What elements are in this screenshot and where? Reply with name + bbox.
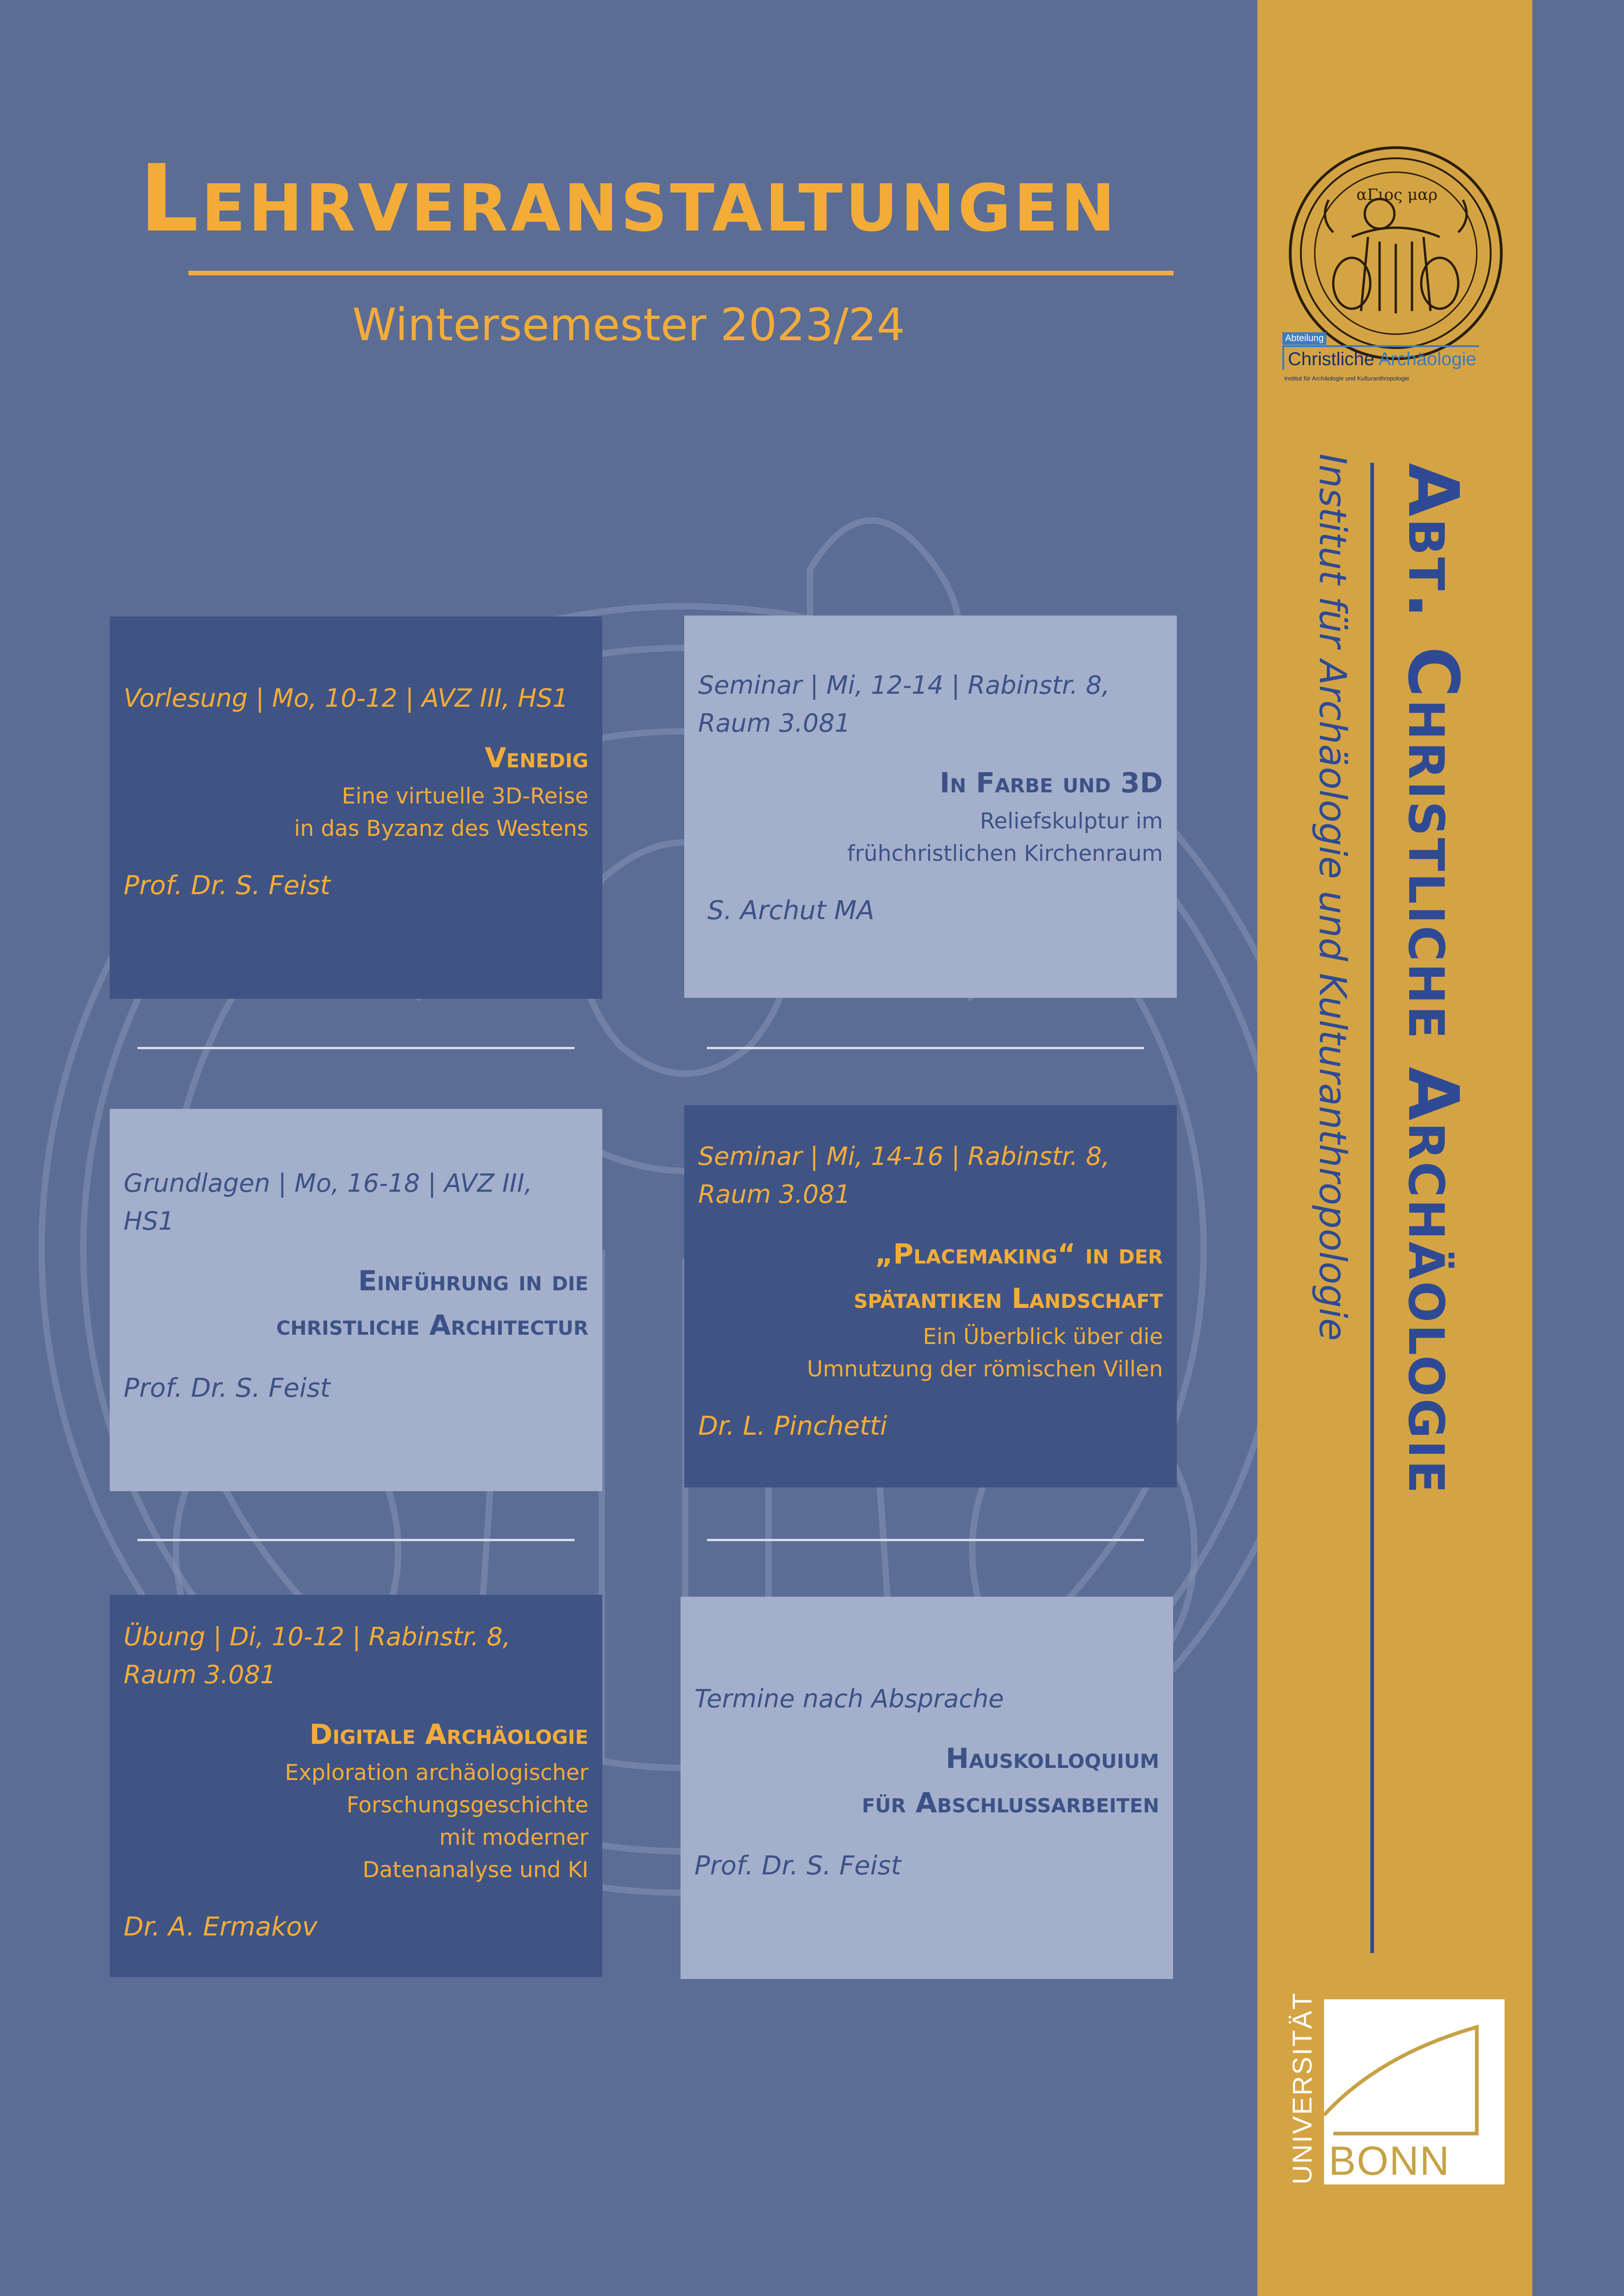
course-lecturer: Dr. L. Pinchetti [698, 1411, 887, 1441]
logo-tag: Abteilung [1282, 332, 1326, 345]
course-card-venedig [110, 616, 602, 999]
course-meta: Seminar | Mi, 12-14 | Rabinstr. 8, Raum 3.081 [698, 671, 1110, 738]
department-title: Abt. Christliche Archäologie [1393, 463, 1473, 1495]
course-title: christliche Architectur [276, 1309, 588, 1342]
course-description: Exploration archäologischer [285, 1760, 588, 1786]
sidebar-rule [1370, 463, 1374, 1953]
section-divider [707, 1047, 1144, 1049]
seal-text: αΓιος μαρ [1356, 186, 1438, 204]
course-title: Digitale Archäologie [309, 1718, 588, 1751]
university-name: BONN [1329, 2138, 1450, 2184]
course-description: mit moderner [439, 1825, 588, 1850]
course-lecturer: S. Archut MA [707, 896, 874, 926]
course-meta: Vorlesung | Mo, 10-12 | AVZ III, HS1 [124, 684, 568, 713]
course-description: Ein Überblick über die [923, 1324, 1163, 1350]
university-label: UNIVERSITÄT [1287, 1991, 1318, 2184]
title-underline [188, 271, 1174, 275]
section-divider [137, 1539, 575, 1541]
course-description: Reliefskulptur im [980, 809, 1163, 834]
course-meta: Seminar | Mi, 14-16 | Rabinstr. 8, Raum 3.081 [698, 1142, 1110, 1209]
course-card-placemaking [684, 1105, 1177, 1487]
course-description: in das Byzanz des Westens [294, 816, 588, 841]
institute-title: Institut für Archäologie und Kulturanthropologie [1311, 454, 1354, 1341]
course-card-hauskolloquium [681, 1597, 1173, 1979]
course-title: Einführung in die [358, 1265, 588, 1297]
course-card-farbe-3d [684, 616, 1177, 998]
course-description: Forschungsgeschichte [346, 1792, 588, 1818]
page-title: Lehrveranstaltungen [139, 145, 1118, 253]
logo-subtitle: Institut für Archäologie und Kulturanthropologie [1284, 375, 1410, 382]
course-lecturer: Prof. Dr. S. Feist [124, 1373, 331, 1403]
course-title: In Farbe und 3D [939, 767, 1163, 799]
course-card-einfuehrung [110, 1109, 602, 1491]
course-title: „Placemaking“ in der [874, 1238, 1163, 1270]
course-title: spätantiken Landschaft [854, 1282, 1163, 1315]
course-description: Datenanalyse und KI [362, 1857, 588, 1883]
course-description: frühchristlichen Kirchenraum [847, 841, 1163, 866]
department-logo [1282, 332, 1509, 383]
course-meta: Termine nach Absprache [694, 1684, 1004, 1713]
seal-emblem-icon [1287, 144, 1505, 362]
course-lecturer: Prof. Dr. S. Feist [694, 1851, 901, 1881]
course-description: Umnutzung der römischen Villen [807, 1356, 1163, 1382]
course-lecturer: Prof. Dr. S. Feist [124, 871, 331, 901]
course-title: Hauskolloquium [945, 1742, 1159, 1775]
course-card-digitale-archaeologie [110, 1595, 602, 1977]
course-meta: Grundlagen | Mo, 16-18 | AVZ III, HS1 [124, 1169, 532, 1236]
logo-name: Christliche Archäologie [1282, 345, 1479, 370]
course-title: für Abschlussarbeiten [862, 1787, 1159, 1819]
course-title: Venedig [485, 742, 588, 774]
section-divider [707, 1539, 1144, 1541]
section-divider [137, 1047, 575, 1049]
page-subtitle: Wintersemester 2023/24 [352, 299, 905, 351]
course-description: Eine virtuelle 3D-Reise [342, 784, 588, 809]
university-bonn-logo [1282, 1991, 1505, 2184]
course-lecturer: Dr. A. Ermakov [124, 1912, 318, 1942]
course-meta: Übung | Di, 10-12 | Rabinstr. 8, Raum 3.081 [124, 1622, 511, 1689]
